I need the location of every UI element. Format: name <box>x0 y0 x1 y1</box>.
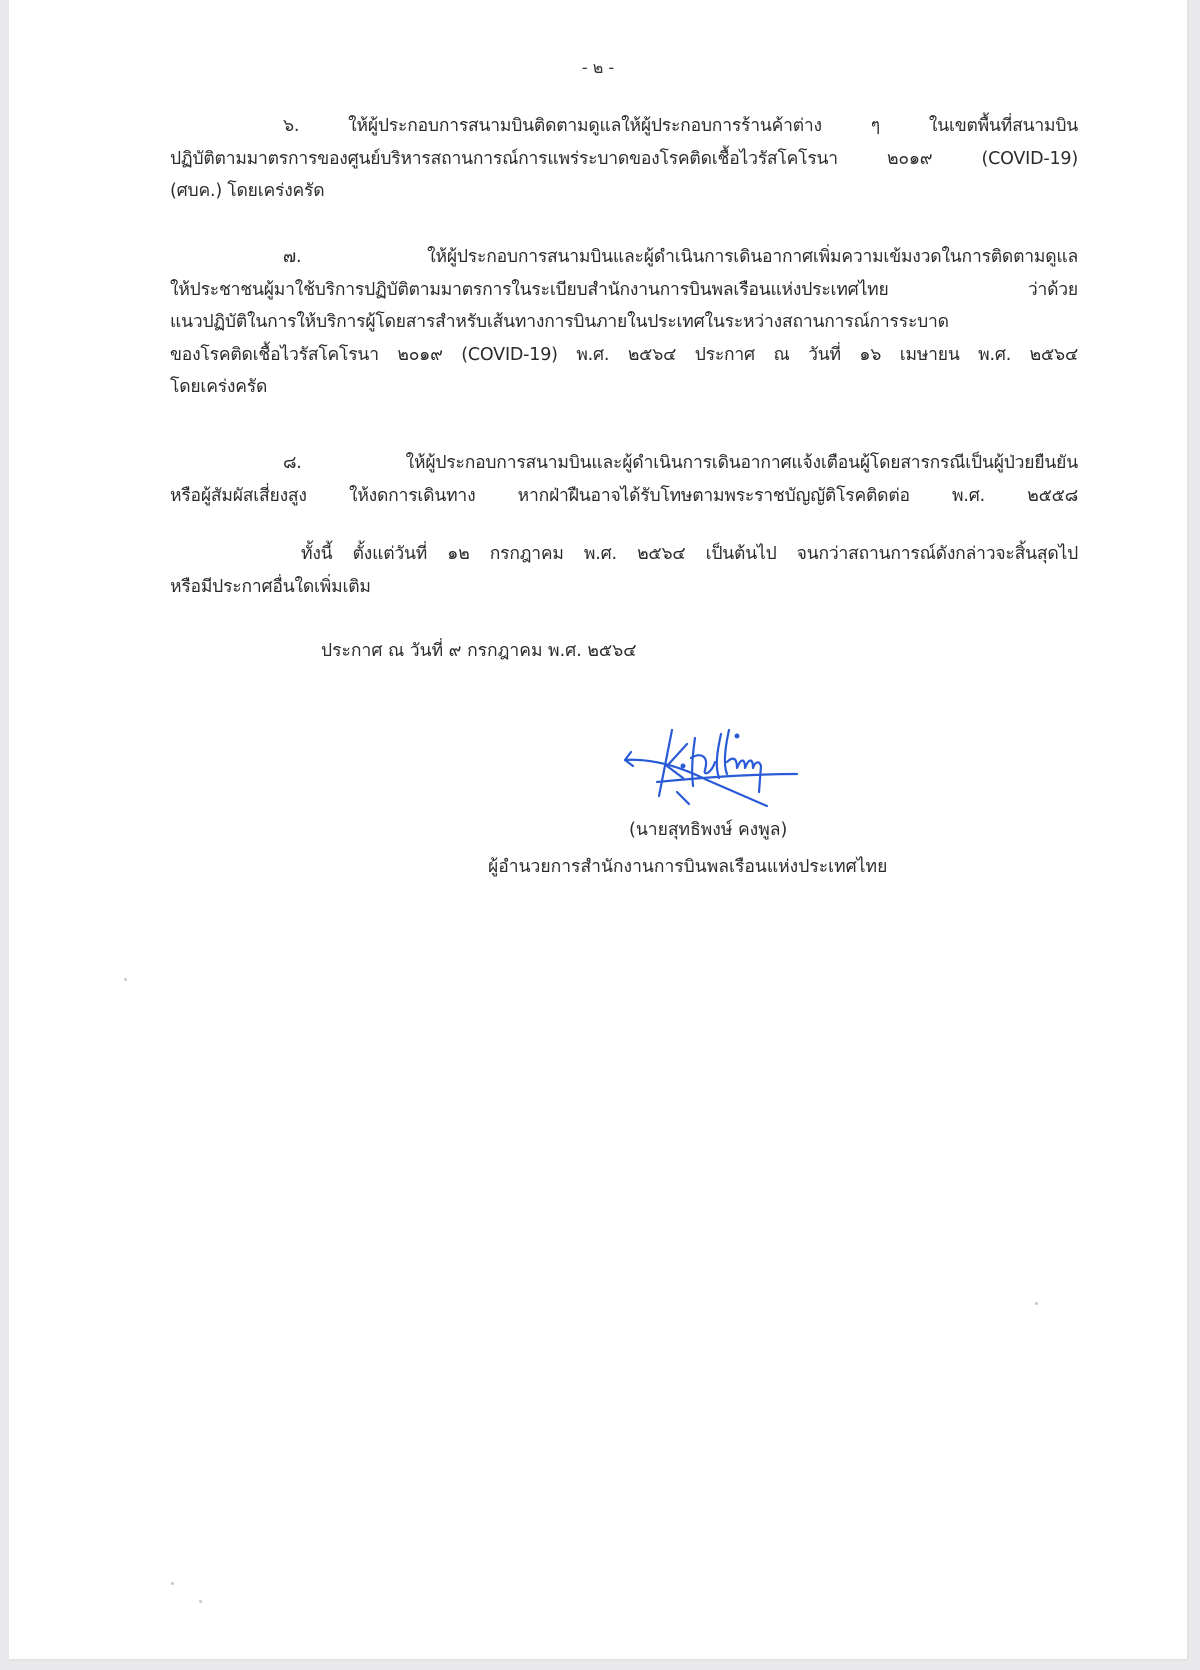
paragraph-line: (ศบค.) โดยเคร่งครัด <box>170 181 325 201</box>
scan-speck <box>171 1582 174 1585</box>
paragraph-line: หรือผู้สัมผัสเสี่ยงสูง ให้งดการเดินทาง หากฝ่าฝืนอาจได้รับโทษตามพระราชบัญญัติโรคติดต่อ พ.ศ. ๒๕๕๘ <box>170 485 1078 506</box>
paragraph-item-6 <box>170 110 1078 208</box>
scan-speck <box>199 1600 202 1603</box>
paragraph-effective-date <box>170 538 1078 603</box>
signer-title: ผู้อำนวยการสำนักงานการบินพลเรือนแห่งประเทศไทย <box>488 857 888 877</box>
paragraph-line: ของโรคติดเชื้อไวรัสโคโรนา ๒๐๑๙ (COVID-19) พ.ศ. ๒๕๖๔ ประกาศ ณ วันที่ ๑๖ เมษายน พ.ศ. ๒๕๖๔ <box>170 344 1078 365</box>
paragraph-item-8 <box>170 447 1078 512</box>
paragraph-line: ทั้งนี้ ตั้งแต่วันที่ ๑๒ กรกฎาคม พ.ศ. ๒๕๖๔ เป็นต้นไป จนกว่าสถานการณ์ดังกล่าวจะสิ้นสุดไป <box>301 544 1078 564</box>
handwritten-signature-icon <box>617 722 807 812</box>
scan-speck <box>1035 1302 1038 1305</box>
announcement-date: ประกาศ ณ วันที่ ๙ กรกฎาคม พ.ศ. ๒๕๖๔ <box>321 641 637 661</box>
paragraph-line: ๘. ให้ผู้ประกอบการสนามบินและผู้ดำเนินการเดินอากาศแจ้งเตือนผู้โดยสารกรณีเป็นผู้ป่วยยืนยัน <box>283 453 1078 473</box>
paragraph-line: ปฏิบัติตามมาตรการของศูนย์บริหารสถานการณ์การแพร่ระบาดของโรคติดเชื้อไวรัสโคโรนา ๒๐๑๙ (COVID-19) <box>170 148 1078 169</box>
paragraph-line: แนวปฏิบัติในการให้บริการผู้โดยสารสำหรับเส้นทางการบินภายในประเทศในระหว่างสถานการณ์การระบาด <box>170 312 949 332</box>
document-page <box>9 0 1187 1659</box>
paragraph-line: หรือมีประกาศอื่นใดเพิ่มเติม <box>170 576 371 597</box>
paragraph-line: ๖. ให้ผู้ประกอบการสนามบินติดตามดูแลให้ผู้ประกอบการร้านค้าต่าง ๆ ในเขตพื้นที่สนามบิน <box>283 116 1078 136</box>
page-number: - ๒ - <box>581 58 615 77</box>
paragraph-line: ๗. ให้ผู้ประกอบการสนามบินและผู้ดำเนินการเดินอากาศเพิ่มความเข้มงวดในการติดตามดูแล <box>283 247 1078 267</box>
scan-speck <box>124 978 127 981</box>
signer-name: (นายสุทธิพงษ์ คงพูล) <box>629 820 788 840</box>
paragraph-line: โดยเคร่งครัด <box>170 377 268 397</box>
paragraph-line: ให้ประชาชนผู้มาใช้บริการปฏิบัติตามมาตรการในระเบียบสำนักงานการบินพลเรือนแห่งประเทศไทย ว่าด้วย <box>170 279 1078 300</box>
paragraph-item-7 <box>170 241 1078 404</box>
